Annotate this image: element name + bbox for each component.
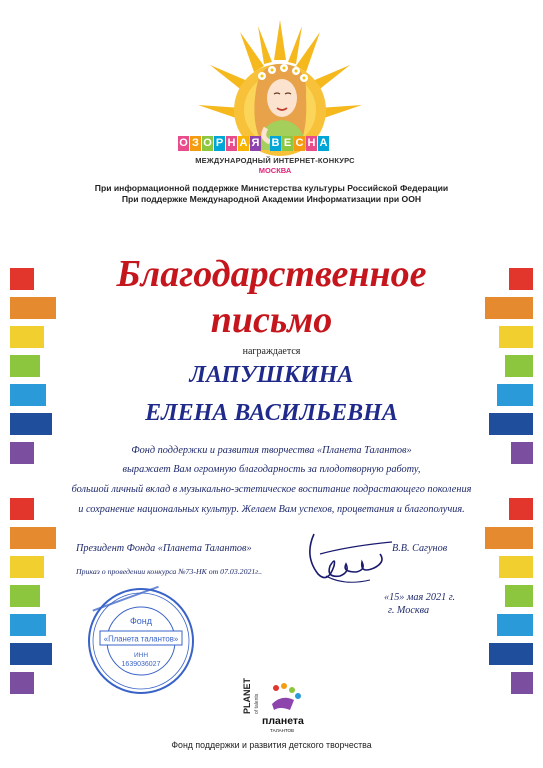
stamp-inn-label: ИНН — [133, 652, 149, 659]
planet-logo-ru: планета — [262, 715, 304, 727]
body-line: выражает Вам огромную благодарность за плодотворную работу, — [122, 464, 421, 475]
contest-letter-tile: О — [203, 137, 212, 149]
certificate-title-line2: письмо — [210, 299, 333, 341]
contest-letter-tile: Е — [283, 137, 292, 149]
decorative-bar — [485, 297, 533, 319]
official-stamp — [86, 586, 196, 696]
stamp-line2: «Планета талантов» — [103, 634, 179, 644]
decorative-bar — [497, 384, 533, 406]
decorative-bar — [485, 527, 533, 549]
decorative-bar — [10, 384, 46, 406]
decorative-bar — [10, 326, 44, 348]
contest-letter-tile: В — [271, 137, 280, 149]
decorative-bar — [511, 442, 533, 464]
planet-logo-en: PLANET — [242, 678, 252, 714]
decorative-bar — [10, 442, 34, 464]
decorative-bar — [489, 643, 533, 665]
handwritten-signature — [300, 526, 400, 590]
decorative-bar — [10, 614, 46, 636]
recipient-given-names: ЕЛЕНА ВАСИЛЬЕВНА — [145, 400, 398, 426]
contest-letter-tile: Я — [251, 137, 260, 149]
decorative-bar — [497, 614, 533, 636]
contest-letter-tile: О — [179, 137, 188, 149]
stamp-inn: 1639036027 — [121, 661, 161, 668]
decorative-bar — [509, 268, 533, 290]
contest-letter-tile: Н — [227, 137, 236, 149]
decorative-bar — [10, 297, 56, 319]
contest-letter-tile: Н — [307, 137, 316, 149]
contest-subtitle: МЕЖДУНАРОДНЫЙ ИНТЕРНЕТ-КОНКУРС — [195, 156, 355, 165]
contest-letter-tile: А — [239, 137, 248, 149]
issue-city: г. Москва — [388, 605, 430, 616]
decorative-bar — [10, 413, 52, 435]
contest-letter-tile: Р — [215, 137, 224, 149]
letter-gap — [262, 136, 269, 151]
support-line-ministry: При информационной поддержке Министерства культуры Российской Федерации — [94, 183, 449, 193]
stamp-line1: Фонд — [129, 616, 153, 626]
contest-letter-tile: С — [295, 137, 304, 149]
decorative-bar — [10, 355, 40, 377]
signatory-name: В.В. Сагунов — [392, 543, 448, 554]
planet-logo-ru-small: ТАЛАНТОВ — [270, 728, 294, 733]
body-line: большой личный вклад в музыкально-эстетическое воспитание подрастающего поколения — [71, 484, 472, 495]
body-line: Фонд поддержки и развития творчества «Планета Талантов» — [131, 445, 412, 456]
issue-date: «15» мая 2021 г. — [384, 592, 456, 603]
decorative-bar — [10, 268, 34, 290]
awarded-label: награждается — [242, 346, 301, 357]
footer-text: Фонд поддержки и развития детского творчества — [171, 740, 372, 750]
decorative-bar — [10, 672, 34, 694]
signatory-title: Президент Фонда «Планета Талантов» — [76, 543, 252, 554]
order-note: Приказ о проведении конкурса №73-НК от 07.03.2021г.. — [76, 567, 263, 576]
decorative-bar — [10, 643, 52, 665]
decorative-bar — [511, 672, 533, 694]
planet-of-talents-logo — [232, 670, 312, 740]
recipient-surname: ЛАПУШКИНА — [189, 362, 354, 388]
contest-letter-tile: А — [319, 137, 328, 149]
contest-city: МОСКВА — [258, 166, 292, 175]
decorative-bar — [10, 585, 40, 607]
decorative-bar — [499, 556, 533, 578]
certificate-title-line1: Благодарственное — [116, 253, 427, 295]
planet-logo-en-small: of talents — [254, 693, 260, 714]
decorative-bar — [10, 527, 56, 549]
decorative-bar — [505, 585, 533, 607]
decorative-bar — [499, 326, 533, 348]
decorative-bar — [509, 498, 533, 520]
support-line-academy: При поддержке Международной Академии Информатизации при ООН — [121, 194, 422, 204]
contest-letter-tile: З — [190, 136, 201, 151]
decorative-bar — [10, 498, 34, 520]
body-line: и сохранение национальных культур. Желаем Вам успехов, процветания и благополучия. — [78, 504, 465, 515]
decorative-bar — [505, 355, 533, 377]
decorative-bar — [489, 413, 533, 435]
decorative-bar — [10, 556, 44, 578]
contest-name-letters — [178, 136, 378, 154]
